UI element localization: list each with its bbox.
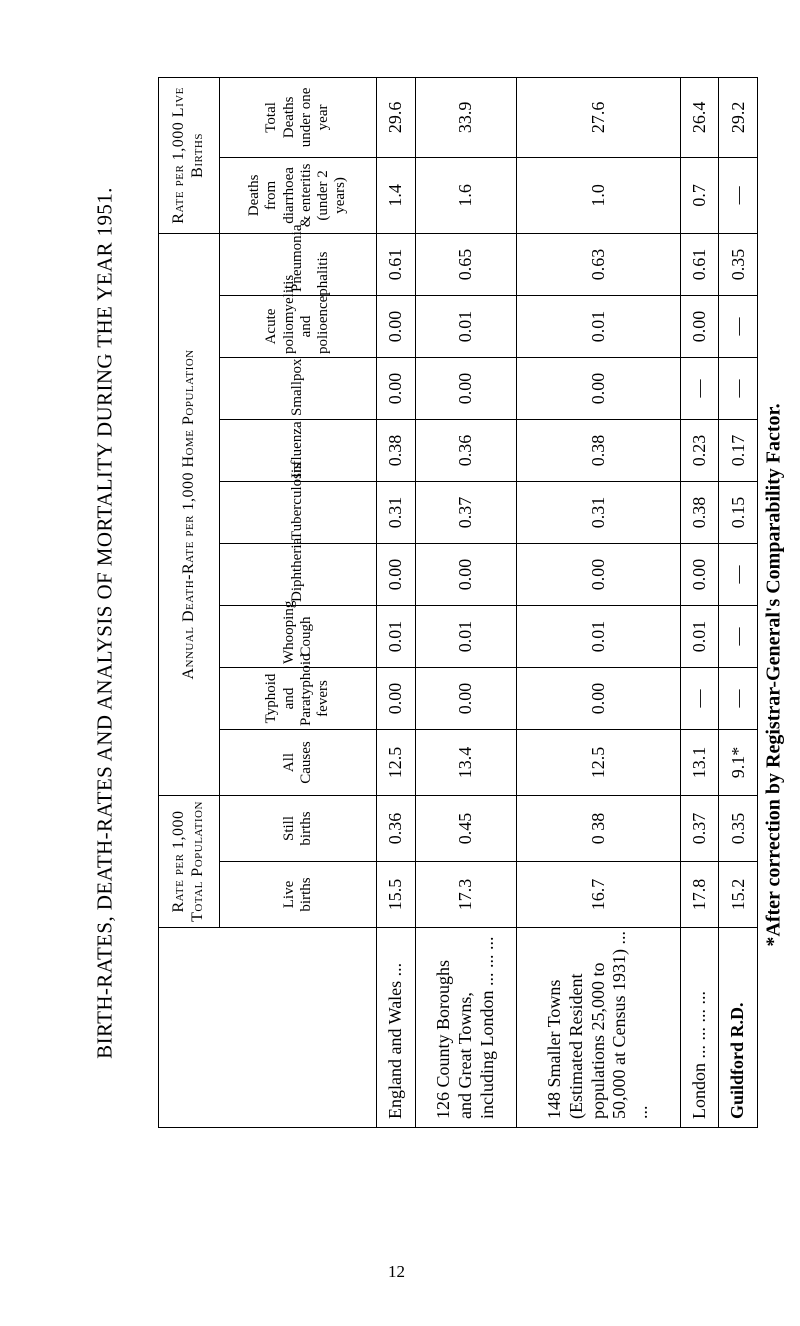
value-cell: 0.00: [516, 668, 680, 730]
value-cell: 15.5: [377, 862, 416, 928]
value-cell: 17.3: [415, 862, 516, 928]
still-births-header: Still births: [219, 796, 376, 862]
diarrhoea-header: Deaths from diarrhoea & enteritis (under 2 years): [219, 157, 376, 233]
value-cell: —: [680, 358, 719, 420]
value-cell: —: [680, 668, 719, 730]
value-cell: 12.5: [377, 730, 416, 796]
value-cell: 29.6: [377, 77, 416, 157]
value-cell: 1.0: [516, 157, 680, 233]
page-title-text: BIRTH-RATES, DEATH-RATES AND ANALYSIS OF MORTALITY DURING THE YEAR 1951.: [92, 186, 117, 1059]
value-cell: —: [719, 544, 758, 606]
value-cell: 0.00: [415, 358, 516, 420]
value-cell: 0.36: [377, 796, 416, 862]
area-name-cell: Guildford R.D.: [719, 928, 758, 1128]
value-cell: 0.00: [415, 544, 516, 606]
annual-death-rate-header: Annual Death-Rate per 1,000 Home Population: [159, 233, 220, 795]
value-cell: 0.61: [680, 233, 719, 295]
page-number: 12: [388, 1262, 405, 1281]
value-cell: 17.8: [680, 862, 719, 928]
value-cell: 0.38: [516, 420, 680, 482]
value-cell: 0.01: [377, 606, 416, 668]
value-cell: —: [719, 606, 758, 668]
value-cell: 0.00: [377, 544, 416, 606]
value-cell: 0.38: [680, 482, 719, 544]
rate-live-births-header: Rate per 1,000 Live Births: [159, 77, 220, 233]
value-cell: 13.1: [680, 730, 719, 796]
value-cell: 0.31: [516, 482, 680, 544]
value-cell: 9.1*: [719, 730, 758, 796]
page-title: [85, 100, 125, 1145]
table-row: [377, 77, 416, 1127]
value-cell: 0.31: [377, 482, 416, 544]
mortality-table-container: [158, 78, 758, 1128]
value-cell: 16.7: [516, 862, 680, 928]
value-cell: 0.38: [377, 420, 416, 482]
area-name-cell: 126 County Boroughs and Great Towns, including London ... ... ...: [415, 928, 516, 1128]
table-row: [415, 77, 516, 1127]
smallpox-header: Smallpox: [219, 358, 376, 420]
value-cell: 0.63: [516, 233, 680, 295]
area-name-cell: 148 Smaller Towns (Estimated Resident populations 25,000 to 50,000 at Census 1931) ... ...: [516, 928, 680, 1128]
value-cell: 0.15: [719, 482, 758, 544]
value-cell: 1.4: [377, 157, 416, 233]
value-cell: 0.35: [719, 796, 758, 862]
value-cell: 0.45: [415, 796, 516, 862]
value-cell: 12.5: [516, 730, 680, 796]
poliomyelitis-header: Acute poliomyelitis and polioencephalitis: [219, 296, 376, 358]
value-cell: 29.2: [719, 77, 758, 157]
value-cell: 0.01: [415, 296, 516, 358]
table-header-row-1: [159, 77, 220, 1127]
value-cell: 0.37: [415, 482, 516, 544]
value-cell: 0.01: [415, 606, 516, 668]
table-body: [377, 77, 758, 1127]
value-cell: 0.65: [415, 233, 516, 295]
diphtheria-header: Diphtheria: [219, 544, 376, 606]
footnote: [752, 210, 796, 1140]
value-cell: 0.01: [680, 606, 719, 668]
value-cell: —: [719, 157, 758, 233]
all-causes-header: All Causes: [219, 730, 376, 796]
mortality-table: [158, 77, 758, 1128]
value-cell: 0.01: [516, 606, 680, 668]
table-row: [516, 77, 680, 1127]
value-cell: 0.36: [415, 420, 516, 482]
table-row: [680, 77, 719, 1127]
value-cell: 0.00: [377, 296, 416, 358]
area-name-cell: England and Wales ...: [377, 928, 416, 1128]
value-cell: 13.4: [415, 730, 516, 796]
pneumonia-header: Pneumonia: [219, 233, 376, 295]
value-cell: 0.00: [377, 668, 416, 730]
value-cell: —: [719, 296, 758, 358]
value-cell: 0.01: [516, 296, 680, 358]
footnote-text: *After correction by Registrar-General's Comparability Factor.: [762, 403, 785, 947]
value-cell: 27.6: [516, 77, 680, 157]
tuberculosis-header: Tuberculosis: [219, 482, 376, 544]
value-cell: —: [719, 668, 758, 730]
value-cell: 0 38: [516, 796, 680, 862]
typhoid-header: Typhoid and Paratyphoid fevers: [219, 668, 376, 730]
value-cell: 0.37: [680, 796, 719, 862]
value-cell: 0.00: [415, 668, 516, 730]
value-cell: 0.00: [516, 544, 680, 606]
area-name-cell: London ... ... ... ...: [680, 928, 719, 1128]
value-cell: 1.6: [415, 157, 516, 233]
rate-total-header: Rate per 1,000 Total Population: [159, 796, 220, 928]
value-cell: 0.00: [680, 296, 719, 358]
value-cell: 0.00: [377, 358, 416, 420]
value-cell: 0.61: [377, 233, 416, 295]
value-cell: 15.2: [719, 862, 758, 928]
area-header: [159, 928, 377, 1128]
value-cell: 0.00: [516, 358, 680, 420]
value-cell: 0.23: [680, 420, 719, 482]
value-cell: 33.9: [415, 77, 516, 157]
total-deaths-under-one-header: Total Deaths under one year: [219, 77, 376, 157]
live-births-header: Live births: [219, 862, 376, 928]
value-cell: 26.4: [680, 77, 719, 157]
whooping-cough-header: Whooping Cough: [219, 606, 376, 668]
value-cell: —: [719, 358, 758, 420]
value-cell: 0.00: [680, 544, 719, 606]
value-cell: 0.35: [719, 233, 758, 295]
influenza-header: Influenza: [219, 420, 376, 482]
value-cell: 0.7: [680, 157, 719, 233]
value-cell: 0.17: [719, 420, 758, 482]
